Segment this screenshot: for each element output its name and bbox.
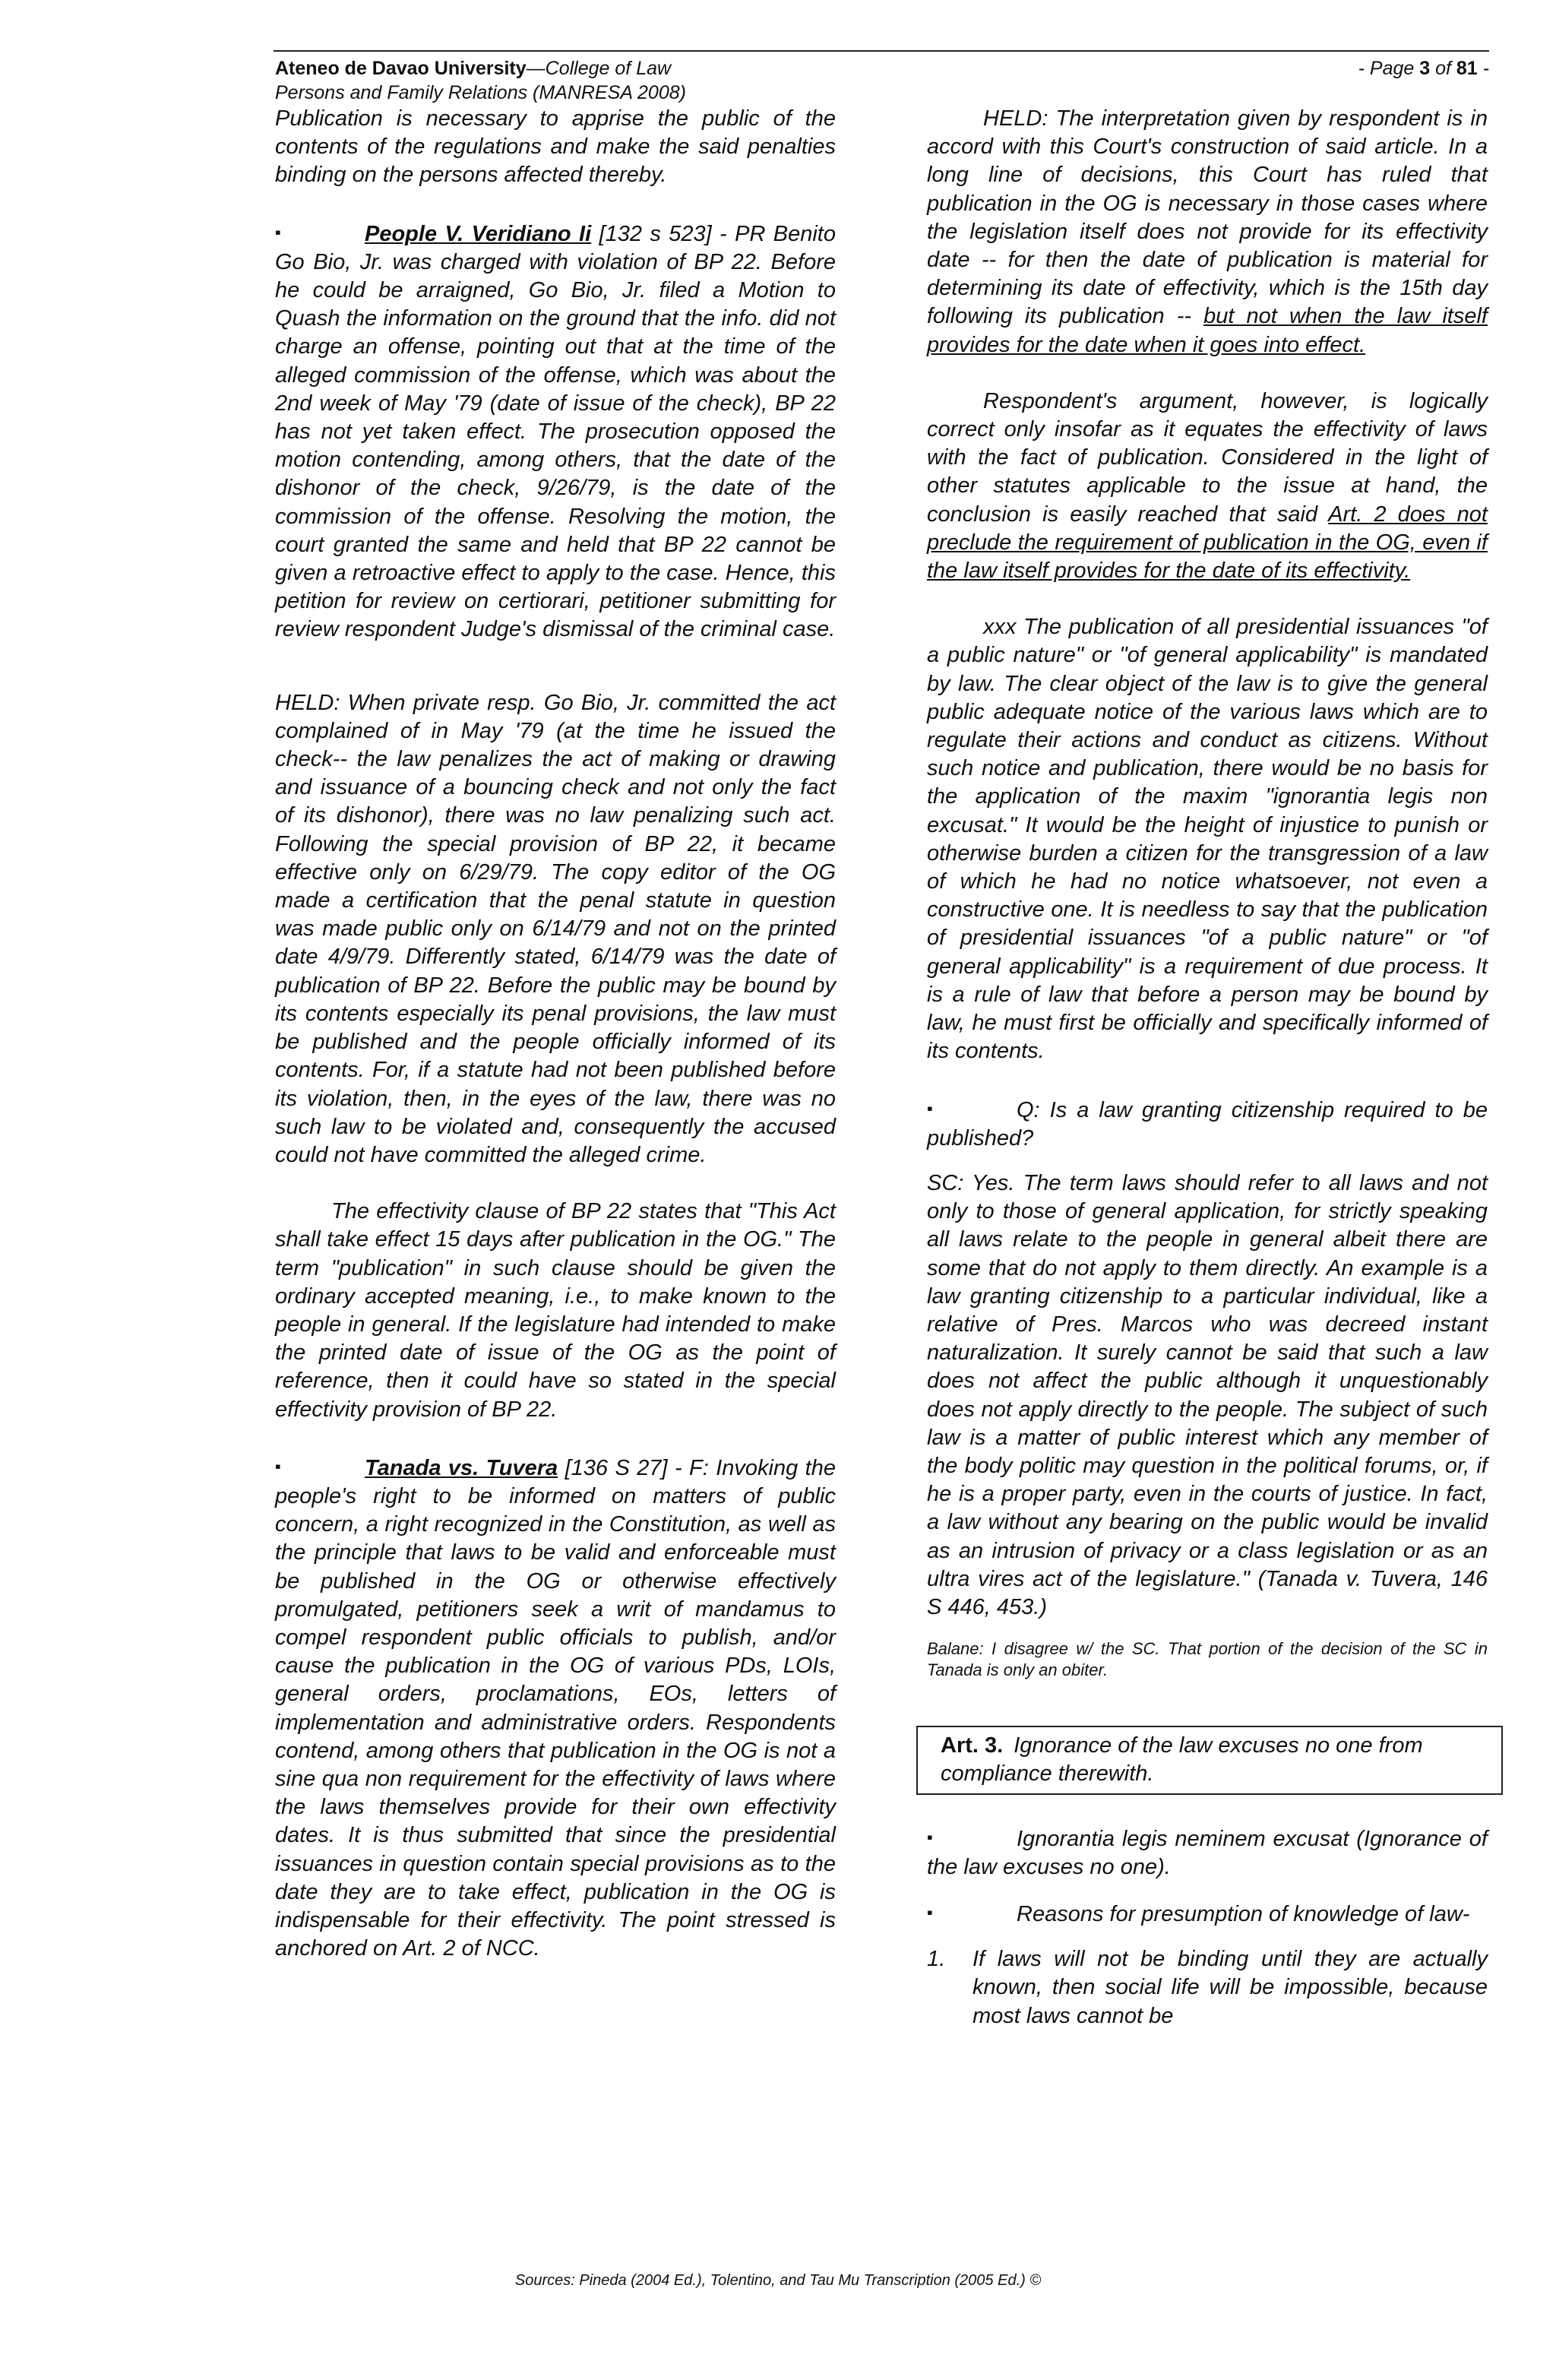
article-3-box [916, 1726, 1503, 1794]
case-title: People V. Veridiano Ii [365, 221, 592, 246]
case-title: Tanada vs. Tuvera [365, 1455, 558, 1480]
bullet-icon: ▪ [927, 1098, 933, 1118]
case-text: [132 s 523] - PR Benito Go Bio, Jr. was charged with violation of BP 22. Before he could be arraigned, Go Bio, Jr. filed a Motion to Quash the information on the ground that the info. did not charge an offense, pointing out that at the time of the alleged commission of the offense, which was about the 2nd week of May '79 (date of issue of the check), BP 22 has not yet taken effect. The prosecution opposed the motion contending, among others, that the date of the dishonor of the check, 9/26/79, is the date of the commission of the offense. Resolving the motion, the court granted the same and held that BP 22 cannot be given a retroactive effect to apply to the case. Hence, this petition for review on certiorari, petitioner submitting for review respondent Judge's dismissal of the criminal case. [275, 221, 836, 642]
held-veridiano: HELD: When private resp. Go Bio, Jr. committed the act complained of in May '79 (at the time he issued the check-- the law penalizes the act of making or drawing and issuance of a bouncing check and not only the fact of its dishonor), there was no law penalizing such act. Following the special provision of BP 22, it became effective only on 6/29/79. The copy editor of the OG made a certification that the penal statute in question was made public only on 6/14/79 and not on the printed date 4/9/79. Differently stated, 6/14/79 was the date of publication of BP 22. Before the public may be bound by its contents especially its penal provisions, the law must be published and the people officially informed of its contents. For, if a statute had not been published before its violation, then, in the eyes of the law, there was no such law to be violated and, consequently the accused could not have committed the alleged crime. [275, 690, 836, 1167]
case-veridiano [275, 218, 836, 644]
paragraph-respondent: Respondent's argument, however, is logically correct only insofar as it equates the effectivity of laws with the fact of publication. Considered in the light of other statutes applicable to the issue at hand, the conclusion is easily reached that said Art. 2 does not preclude the requirement of publication in the OG, even if the law itself provides for the date of its effectivity. [927, 388, 1488, 584]
bullet-icon: ▪ [275, 222, 281, 242]
page-number: 3 [1419, 58, 1431, 79]
bullet-icon: ▪ [927, 1902, 933, 1922]
footer-sources: Sources: Pineda (2004 Ed.), Tolentino, and Tau Mu Transcription (2005 Ed.) © [514, 2272, 1042, 2289]
college-name: —College of Law [526, 58, 672, 79]
right-column [927, 105, 1488, 2030]
case-text: [136 S 27] - F: Invoking the people's right to be informed on matters of public concern, a right recognized in the Constitution, as well as the principle that laws to be valid and enforceable must be published in the OG or otherwise effectively promulgated, petitioners seek a writ of mandamus to compel respondent public officials to publish, and/or cause the publication in the OG of various PDs, LOIs, general orders, proclamations, EOs, letters of implementation and administrative orders. Respondents contend, among others that publication in the OG is not a sine qua non requirement for the effectivity of laws where the laws themselves provide for their own effectivity dates. It is thus submitted that since the presidential issuances in question contain special provisions as to the date they are to take effect, publication in the OG is indispensable for their effectivity. The point stressed is anchored on Art. 2 of NCC. [275, 1455, 836, 1961]
article-label: Art. 3. [941, 1733, 1004, 1758]
page-indicator: - Page 3 of 81 - [1358, 58, 1489, 79]
left-column [275, 105, 836, 1963]
bullet-ignorantia: ▪ Ignorantia legis neminem excusat (Ignorance of the law excuses no one). [927, 1823, 1488, 1882]
bullet-icon: ▪ [927, 1827, 933, 1847]
balane-note: Balane: I disagree w/ the SC. That portion of the decision of the SC in Tanada is only an obiter. [927, 1639, 1488, 1680]
bullet-reasons: ▪ Reasons for presumption of knowledge of law- [927, 1898, 1488, 1929]
held-tanada: HELD: The interpretation given by respondent is in accord with this Court's construction of said article. In a long line of decisions, this Court has ruled that publication in the OG is necessary in those cases where the legislation itself does not provide for its effectivity date -- for then the date of publication is material for determining its date of effectivity, which is the 15th day following its publication -- but not when the law itself provides for the date when it goes into effect. [927, 106, 1488, 357]
case-tanada [275, 1452, 836, 1964]
question-citizenship: ▪ Q: Is a law granting citizenship required to be published? [927, 1094, 1488, 1153]
bullet-icon: ▪ [275, 1456, 281, 1476]
paragraph-effectivity: The effectivity clause of BP 22 states that "This Act shall take effect 15 days after publication in the OG." The term "publication" in such clause should be given the ordinary accepted meaning, i.e., to make known to the people in general. If the legislature had intended to make the printed date of issue of the OG as the point of reference, then it could have so stated in the special effectivity provision of BP 22. [275, 1199, 836, 1422]
header-title [275, 56, 671, 81]
paragraph-xxx: xxx The publication of all presidential issuances "of a public nature" or "of general applicability" is mandated by law. The clear object of the law is to give the general public adequate notice of the various laws which are to regulate their actions and conduct as citizens. Without such notice and publication, there would be no basis for the application of the maxim "ignorantia legis non excusat." It would be the height of injustice to punish or otherwise burden a citizen for the transgression of a law of which he had no notice whatsoever, not even a constructive one. It is needless to say that the publication of presidential issuances "of a public nature" or "of general applicability" is a requirement of due process. It is a rule of law that before a person may be bound by law, he must first be officially and specifically informed of its contents. [927, 615, 1488, 1064]
sc-answer: SC: Yes. The term laws should refer to all laws and not only to those of general application, for strictly speaking all laws relate to the people in general albeit there are some that do not apply to them directly. An example is a law granting citizenship to a particular individual, like a relative of Pres. Marcos who was decreed instant naturalization. It surely cannot be said that such a law does not affect the public although it unquestionably does not apply directly to the people. The subject of such law is a matter of public interest which any member of the body politic may question in the political forums, or, if he is a proper party, even in the courts of justice. In fact, a law without any bearing on the public would be invalid as an intrusion of privacy or a class legislation or as an ultra vires act of the legislature." (Tanada v. Tuvera, 146 S 446, 453.) [927, 1170, 1488, 1619]
paragraph-publication: Publication is necessary to apprise the public of the contents of the regulations and make the said penalties binding on the persons affected thereby. [275, 106, 836, 188]
university-name: Ateneo de Davao University [275, 58, 527, 79]
article-text: Ignorance of the law excuses no one from compliance therewith. [941, 1733, 1423, 1787]
numbered-item: 1. If laws will not be binding until they are actually known, then social life will be impossible, because most laws cannot be [927, 1947, 1488, 2028]
page-total: 81 [1456, 58, 1478, 79]
header-rule [274, 50, 1489, 52]
header-subtitle: Persons and Family Relations (MANRESA 2008) [275, 82, 686, 103]
